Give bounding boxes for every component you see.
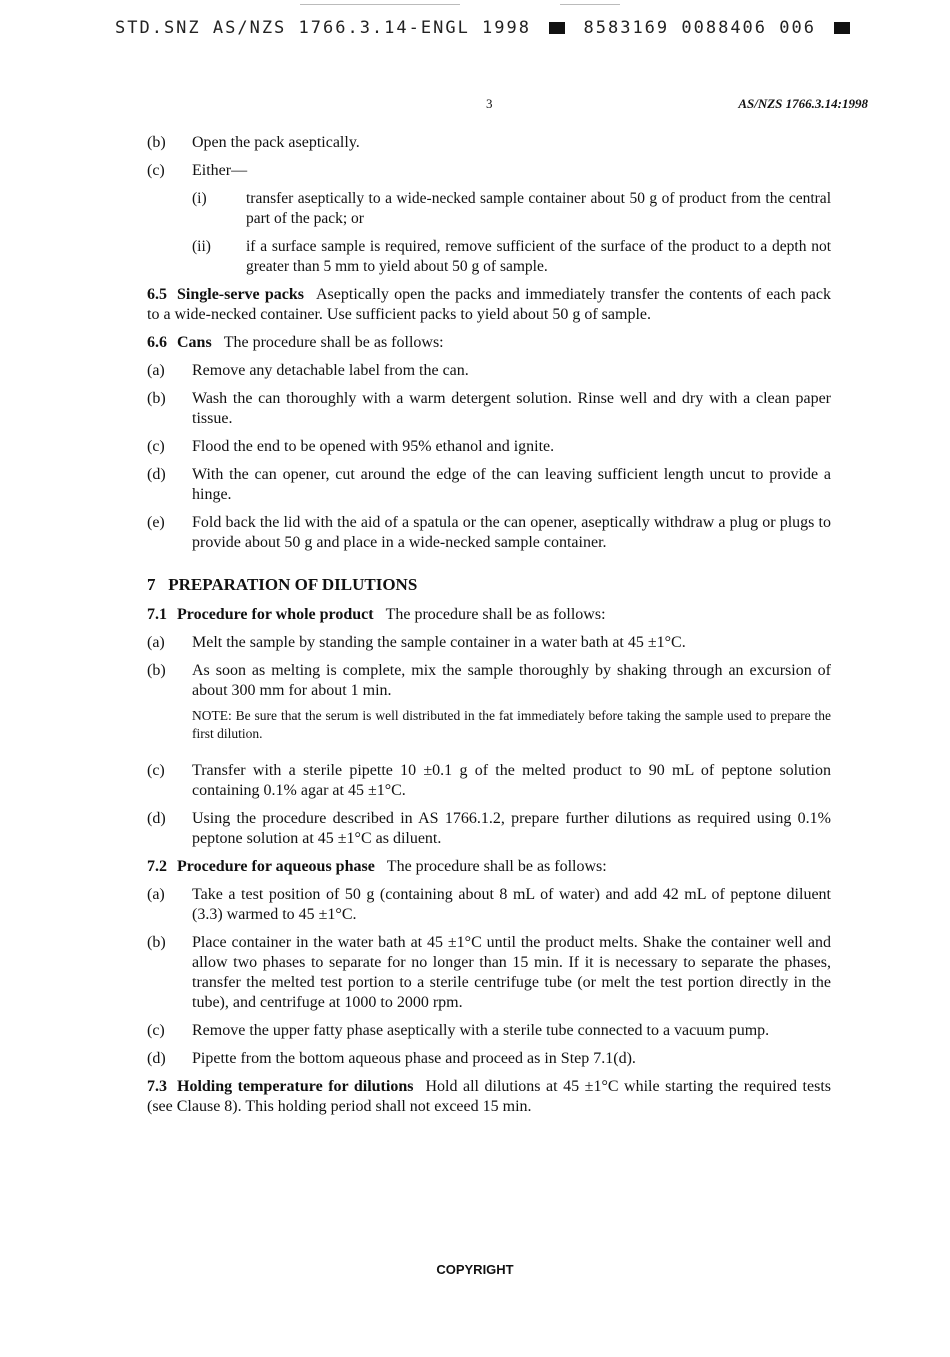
- list-item: (d) Using the procedure described in AS 1766.1.2, prepare further dilutions as required using 0.1% peptone solution at 45 ±1°C as diluent.: [147, 810, 831, 847]
- scan-rule: [300, 4, 460, 5]
- page-number: 3: [486, 96, 493, 111]
- note: NOTE: Be sure that the serum is well distributed in the fat immediately before taking the sample used to prepare the first dilution.: [192, 708, 831, 741]
- header-code-suffix: 006: [779, 18, 816, 38]
- list-item: (b) Open the pack aseptically.: [147, 134, 360, 151]
- list-item: (a) Melt the sample by standing the sample container in a water bath at 45 ±1°C.: [147, 634, 686, 651]
- document-header-line: [115, 18, 856, 38]
- section-heading: 7 PREPARATION OF DILUTIONS: [147, 575, 418, 594]
- scan-rule: [560, 4, 620, 5]
- list-item: (a) Take a test position of 50 g (containing about 8 mL of water) and add 42 mL of peptone diluent (3.3) warmed to 45 ±1°C.: [147, 886, 831, 923]
- list-item: (c) Either—: [147, 162, 248, 179]
- clause-7-2: 7.2 Procedure for aqueous phase The procedure shall be as follows:: [147, 858, 607, 875]
- list-item: (c) Remove the upper fatty phase aseptically with a sterile tube connected to a vacuum pump.: [147, 1022, 770, 1039]
- black-bar-mark: [834, 22, 850, 34]
- standard-reference: AS/NZS 1766.3.14:1998: [738, 96, 868, 111]
- header-code: 8583169 0088406: [583, 18, 768, 38]
- clause-6-6: 6.6 Cans The procedure shall be as follows:: [147, 334, 444, 351]
- page-body: [147, 133, 831, 1125]
- list-item: (b) Wash the can thoroughly with a warm detergent solution. Rinse well and dry with a clean paper tissue.: [147, 390, 831, 427]
- copyright-footer: COPYRIGHT: [436, 1262, 514, 1277]
- clause-6-5: 6.5 Single-serve packs Aseptically open the packs and immediately transfer the contents of each pack to a wide-necked container. Use sufficient packs to yield about 50 g of sample.: [147, 286, 831, 323]
- clause-7-3: 7.3 Holding temperature for dilutions Hold all dilutions at 45 ±1°C while starting the required tests (see Clause 8). This holding period shall not exceed 15 min.: [147, 1078, 831, 1115]
- sub-list-item: (ii) if a surface sample is required, remove sufficient of the surface of the product to a depth not greater than 5 mm to yield about 50 g of sample.: [192, 238, 831, 275]
- list-item: (b) As soon as melting is complete, mix the sample thoroughly by shaking through an excursion of about 300 mm for about 1 min.: [147, 662, 831, 699]
- list-item: (d) With the can opener, cut around the edge of the can leaving sufficient length uncut to provide a hinge.: [147, 466, 831, 503]
- list-item: (b) Place container in the water bath at 45 ±1°C until the product melts. Shake the container well and allow two phases to separate for no longer than 15 min. If it is necessary to separate the phases, transfer the melted test portion to a sterile centrifuge tube (or melt the test portion directly in the tube), and centrifuge at 1000 to 2000 rpm.: [147, 934, 831, 1011]
- list-item: (a) Remove any detachable label from the can.: [147, 362, 469, 379]
- list-item: (c) Flood the end to be opened with 95% ethanol and ignite.: [147, 438, 555, 455]
- clause-7-1: 7.1 Procedure for whole product The procedure shall be as follows:: [147, 606, 606, 623]
- black-bar-mark: [549, 22, 565, 34]
- sub-list-item: (i) transfer aseptically to a wide-necked sample container about 50 g of product from the central part of the pack; or: [192, 190, 831, 227]
- list-item: (e) Fold back the lid with the aid of a spatula or the can opener, aseptically withdraw a plug or plugs to provide about 50 g and place in a wide-necked sample container.: [147, 514, 831, 551]
- list-item: (c) Transfer with a sterile pipette 10 ±0.1 g of the melted product to 90 mL of peptone solution containing 0.1% agar at 45 ±1°C.: [147, 762, 831, 799]
- header-id: STD.SNZ AS/NZS 1766.3.14-ENGL 1998: [115, 18, 531, 38]
- list-item: (d) Pipette from the bottom aqueous phase and proceed as in Step 7.1(d).: [147, 1050, 636, 1067]
